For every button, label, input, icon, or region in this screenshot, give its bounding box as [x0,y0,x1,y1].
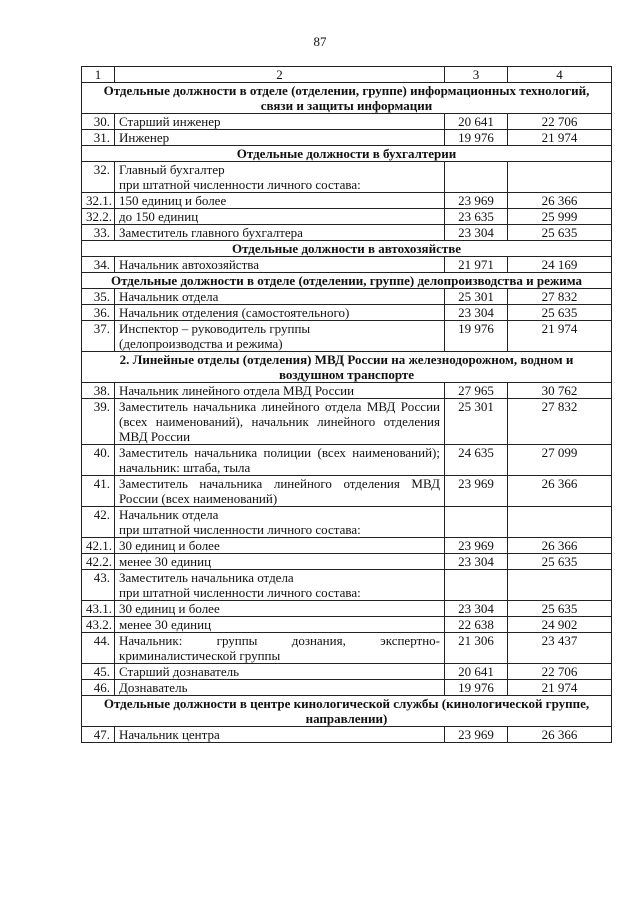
row-number: 43. [82,570,115,601]
salary-value-col4: 24 902 [508,617,612,633]
salary-value-col4: 23 437 [508,633,612,664]
salary-value-col3: 23 304 [445,554,508,570]
table-row [82,130,612,146]
position-title: Начальник центра [119,727,220,742]
section-heading-row [82,146,612,162]
section-heading: Отдельные должности в автохозяйстве [82,241,612,257]
position-title: 30 единиц и более [119,601,220,616]
table-row [82,289,612,305]
position-title: Инспектор – руководитель группы [119,321,311,336]
position-title: до 150 единиц [119,209,199,224]
salary-value-col4 [508,570,612,601]
salary-value-col4: 27 099 [508,445,612,476]
position-title-cell [115,257,445,273]
table-row [82,399,612,445]
salary-value-col4: 21 974 [508,680,612,696]
position-title-cell [115,476,445,507]
position-title-cell [115,617,445,633]
position-title-cell [115,289,445,305]
salary-value-col3: 23 304 [445,601,508,617]
position-title: Начальник отдела [119,507,219,522]
table-row [82,114,612,130]
position-title-cell [115,554,445,570]
table-row [82,727,612,743]
position-title: 150 единиц и более [119,193,227,208]
table-row [82,383,612,399]
row-number: 42.1. [82,538,115,554]
column-header-3: 3 [445,67,508,83]
position-title-cell [115,321,445,352]
position-title-note: при штатной численности личного состава: [119,522,361,537]
row-number: 32. [82,162,115,193]
column-header-2: 2 [115,67,445,83]
section-heading: 2. Линейные отделы (отделения) МВД России на железнодорожном, водном и воздушном транспорте [82,352,612,383]
row-number: 43.1. [82,601,115,617]
salary-value-col4: 30 762 [508,383,612,399]
position-title: Инженер [119,130,170,145]
salary-value-col3: 19 976 [445,321,508,352]
row-number: 45. [82,664,115,680]
table-row [82,538,612,554]
position-title-note: при штатной численности личного состава: [119,585,361,600]
salary-value-col4: 25 635 [508,305,612,321]
row-number: 36. [82,305,115,321]
section-heading: Отдельные должности в отделе (отделении, группе) делопроизводства и режима [82,273,612,289]
salary-value-col3: 24 635 [445,445,508,476]
position-title: Начальник линейного отдела МВД России [119,383,355,398]
salary-value-col4: 26 366 [508,538,612,554]
table-row [82,554,612,570]
salary-value-col3: 23 635 [445,209,508,225]
salary-value-col3: 25 301 [445,289,508,305]
section-heading-row [82,352,612,383]
salary-value-col3: 20 641 [445,114,508,130]
table-body [82,67,612,743]
table-row [82,225,612,241]
position-title: Заместитель начальника полиции (всех наименований); начальник: штаба, тыла [119,445,440,475]
position-title-cell [115,225,445,241]
salary-value-col3: 19 976 [445,680,508,696]
position-title: Заместитель начальника отдела [119,570,294,585]
salary-value-col4: 26 366 [508,476,612,507]
position-title-cell [115,538,445,554]
row-number: 42.2. [82,554,115,570]
section-heading: Отдельные должности в центре кинологической службы (кинологической группе, направлении) [82,696,612,727]
salary-value-col3: 27 965 [445,383,508,399]
salary-value-col4: 25 999 [508,209,612,225]
table-row [82,617,612,633]
page-number: 87 [313,34,327,49]
salary-value-col3: 23 969 [445,476,508,507]
position-title-cell [115,680,445,696]
position-title-cell [115,633,445,664]
row-number: 30. [82,114,115,130]
table-row [82,321,612,352]
position-title-cell [115,664,445,680]
position-title-cell [115,130,445,146]
section-heading-row [82,696,612,727]
position-title-cell [115,399,445,445]
position-title-cell [115,193,445,209]
salary-value-col3: 20 641 [445,664,508,680]
salary-value-col3: 23 969 [445,727,508,743]
salary-table [81,66,612,743]
position-title-cell [115,209,445,225]
table-row [82,193,612,209]
salary-value-col3: 21 971 [445,257,508,273]
position-title-note: (делопроизводства и режима) [119,336,283,351]
salary-value-col3: 21 306 [445,633,508,664]
row-number: 32.2. [82,209,115,225]
row-number: 32.1. [82,193,115,209]
position-title: Заместитель начальника линейного отделения МВД России (всех наименований) [119,476,440,506]
position-title: 30 единиц и более [119,538,220,553]
table-row [82,445,612,476]
row-number: 44. [82,633,115,664]
salary-value-col4: 22 706 [508,664,612,680]
salary-value-col3: 23 969 [445,538,508,554]
column-header-1: 1 [82,67,115,83]
position-title: Начальник отделения (самостоятельного) [119,305,350,320]
position-title: Начальник автохозяйства [119,257,259,272]
section-heading-row [82,241,612,257]
position-title: Начальник: группы дознания, экспертно-криминалистической группы [119,633,440,663]
row-number: 41. [82,476,115,507]
section-heading-row [82,273,612,289]
table-row [82,305,612,321]
table-row [82,476,612,507]
position-title-cell [115,445,445,476]
salary-value-col4 [508,162,612,193]
position-title: Начальник отдела [119,289,219,304]
position-title: Заместитель начальника линейного отдела МВД России (всех наименований), начальник линейного отделения МВД России [119,399,440,444]
table-row [82,601,612,617]
salary-value-col4: 21 974 [508,130,612,146]
section-heading-row [82,83,612,114]
table-row [82,664,612,680]
position-title: Заместитель главного бухгалтера [119,225,303,240]
position-title: Старший инженер [119,114,221,129]
column-header-4: 4 [508,67,612,83]
position-title: Дознаватель [119,680,188,695]
position-title-cell [115,507,445,538]
table-row [82,570,612,601]
position-title-cell [115,305,445,321]
salary-value-col4: 21 974 [508,321,612,352]
position-title-cell [115,383,445,399]
salary-value-col3 [445,507,508,538]
position-title: менее 30 единиц [119,617,212,632]
row-number: 34. [82,257,115,273]
salary-value-col4: 26 366 [508,193,612,209]
salary-value-col3: 23 304 [445,305,508,321]
salary-value-col3 [445,162,508,193]
table-row [82,162,612,193]
salary-value-col4: 25 635 [508,554,612,570]
position-title: Старший дознаватель [119,664,240,679]
position-title-cell [115,601,445,617]
table-row [82,633,612,664]
table-row [82,257,612,273]
row-number: 40. [82,445,115,476]
salary-value-col3: 19 976 [445,130,508,146]
row-number: 46. [82,680,115,696]
salary-value-col4: 27 832 [508,289,612,305]
column-number-row [82,67,612,83]
salary-value-col4: 25 635 [508,225,612,241]
row-number: 31. [82,130,115,146]
row-number: 33. [82,225,115,241]
row-number: 43.2. [82,617,115,633]
position-title: Главный бухгалтер [119,162,225,177]
section-heading: Отдельные должности в отделе (отделении, группе) информационных технологий, связи и защиты информации [82,83,612,114]
row-number: 37. [82,321,115,352]
row-number: 42. [82,507,115,538]
section-heading: Отдельные должности в бухгалтерии [82,146,612,162]
position-title-cell [115,162,445,193]
position-title-cell [115,727,445,743]
salary-value-col3 [445,570,508,601]
position-title-cell [115,114,445,130]
salary-value-col3: 22 638 [445,617,508,633]
table-row [82,507,612,538]
salary-value-col4: 25 635 [508,601,612,617]
row-number: 38. [82,383,115,399]
position-title-note: при штатной численности личного состава: [119,177,361,192]
salary-value-col4: 22 706 [508,114,612,130]
table-row [82,680,612,696]
salary-value-col4 [508,507,612,538]
salary-value-col4: 24 169 [508,257,612,273]
salary-value-col3: 25 301 [445,399,508,445]
position-title: менее 30 единиц [119,554,212,569]
table-row [82,209,612,225]
row-number: 47. [82,727,115,743]
salary-value-col3: 23 304 [445,225,508,241]
salary-value-col3: 23 969 [445,193,508,209]
row-number: 35. [82,289,115,305]
salary-value-col4: 26 366 [508,727,612,743]
row-number: 39. [82,399,115,445]
salary-value-col4: 27 832 [508,399,612,445]
position-title-cell [115,570,445,601]
